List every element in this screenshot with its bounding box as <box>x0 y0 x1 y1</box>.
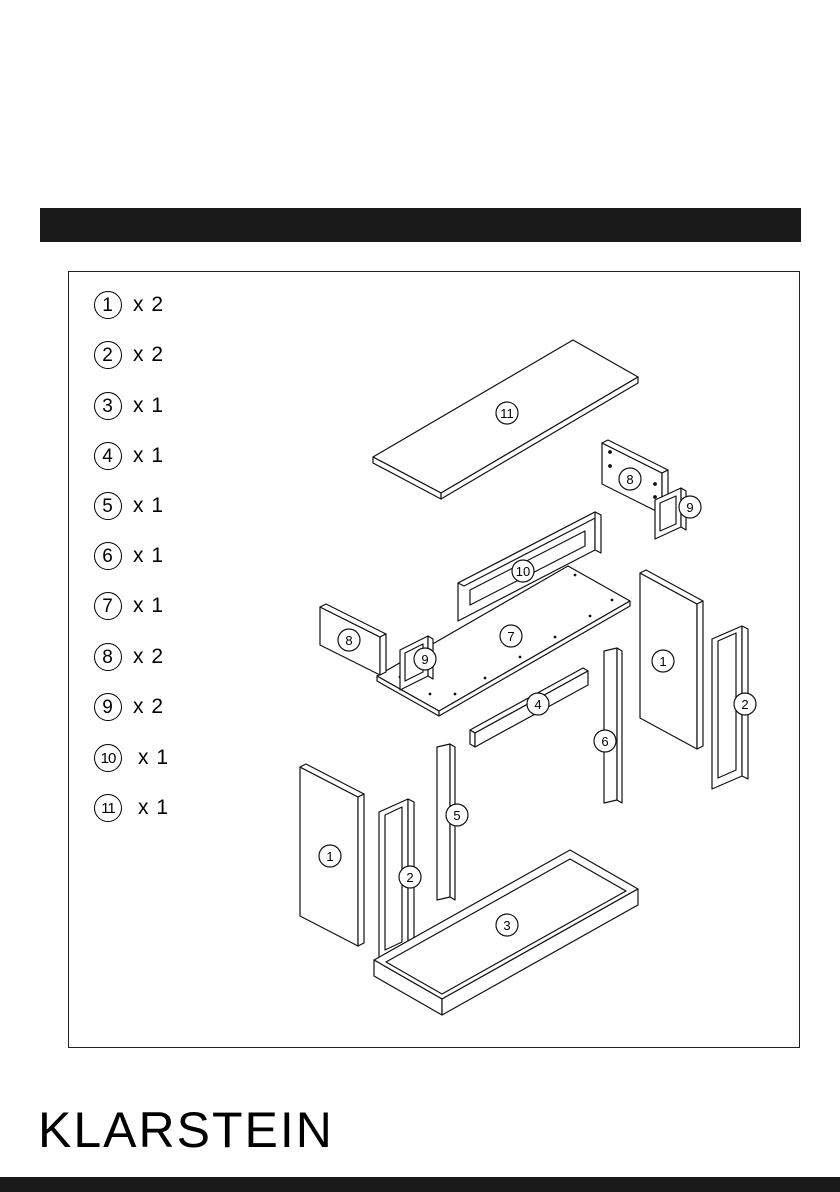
part-number: 11 <box>94 794 122 822</box>
part-number: 5 <box>94 492 122 520</box>
part-quantity: x 2 <box>133 293 165 316</box>
part-quantity: x 1 <box>133 594 165 617</box>
svg-text:1: 1 <box>326 849 334 864</box>
svg-text:6: 6 <box>601 734 609 749</box>
svg-text:9: 9 <box>686 500 694 515</box>
part-number: 4 <box>94 442 122 470</box>
part-number: 7 <box>94 592 122 620</box>
part-quantity: x 1 <box>133 544 165 567</box>
part-number: 9 <box>94 693 122 721</box>
part-number: 1 <box>94 291 122 319</box>
part-quantity: x 2 <box>133 695 165 718</box>
part-quantity: x 1 <box>133 494 165 517</box>
callout-8-upper <box>619 468 641 490</box>
part-number: 10 <box>94 744 122 772</box>
callout-1-right <box>652 650 674 672</box>
callout-2-left <box>399 866 421 888</box>
part-number: 8 <box>94 643 122 671</box>
brand-logo: KLARSTEIN <box>38 1102 334 1158</box>
part-number: 6 <box>94 542 122 570</box>
callout-8-left <box>338 629 360 651</box>
svg-text:2: 2 <box>406 870 414 885</box>
part-quantity: x 1 <box>138 796 170 819</box>
callout-2-right <box>734 693 756 715</box>
svg-text:2: 2 <box>741 697 749 712</box>
callout-11 <box>496 402 518 424</box>
callout-6 <box>594 730 616 752</box>
part-6-post-right <box>604 648 622 803</box>
part-quantity: x 1 <box>138 746 170 769</box>
svg-text:11: 11 <box>500 406 514 421</box>
callout-5 <box>446 804 468 826</box>
svg-text:8: 8 <box>345 633 353 648</box>
svg-text:1: 1 <box>659 654 667 669</box>
footer-bar <box>0 1177 840 1192</box>
part-quantity: x 2 <box>133 645 165 668</box>
svg-text:9: 9 <box>421 652 429 667</box>
callout-1-left <box>319 845 341 867</box>
callout-10 <box>512 560 534 582</box>
svg-text:5: 5 <box>453 808 461 823</box>
svg-text:10: 10 <box>515 564 531 579</box>
svg-text:8: 8 <box>626 472 634 487</box>
part-quantity: x 1 <box>133 444 165 467</box>
svg-text:4: 4 <box>534 697 542 712</box>
callout-7 <box>500 625 522 647</box>
callout-9-upper <box>679 496 701 518</box>
part-number: 2 <box>94 341 122 369</box>
part-quantity: x 1 <box>133 394 165 417</box>
part-number: 3 <box>94 392 122 420</box>
callout-4 <box>527 693 549 715</box>
callout-3 <box>496 914 518 936</box>
callout-9-left <box>414 648 436 670</box>
svg-text:7: 7 <box>507 629 515 644</box>
svg-text:3: 3 <box>503 918 511 933</box>
part-quantity: x 2 <box>133 343 165 366</box>
